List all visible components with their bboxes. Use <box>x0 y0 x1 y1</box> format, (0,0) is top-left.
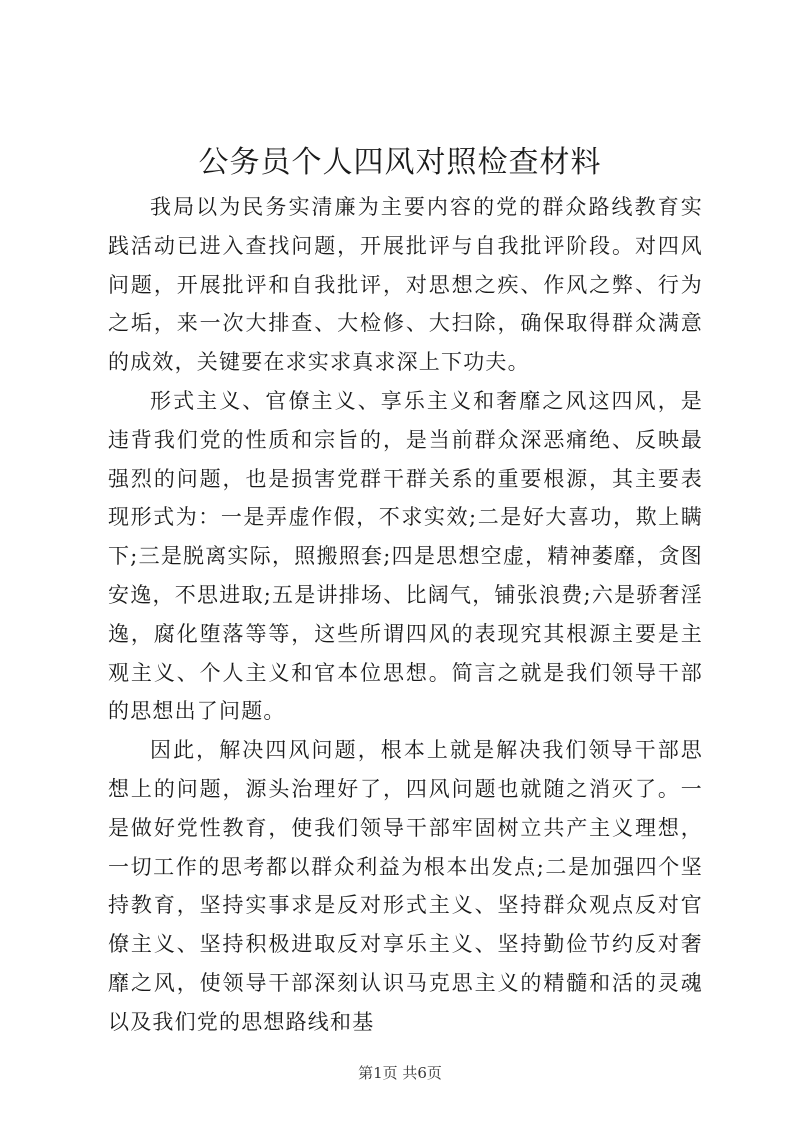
page-number-footer: 第1页 共6页 <box>358 1064 442 1082</box>
paragraph-1: 我局以为民务实清廉为主要内容的党的群众路线教育实践活动已进入查找问题，开展批评与自我批评阶段。对四风问题，开展批评和自我批评，对思想之疾、作风之弊、行为之垢，来一次大排查、大检修、大扫除，确保取得群众满意的成效，关键要在求实求真求深上下功夫。 <box>108 195 703 375</box>
paragraph-3: 因此，解决四风问题，根本上就是解决我们领导干部思想上的问题，源头治理好了，四风问题也就随之消灭了。一是做好党性教育，使我们领导干部牢固树立共产主义理想，一切工作的思考都以群众利益为根本出发点;二是加强四个坚持教育，坚持实事求是反对形式主义、坚持群众观点反对官僚主义、坚持积极进取反对享乐主义、坚持勤俭节约反对奢靡之风，使领导干部深刻认识马克思主义的精髓和活的灵魂以及我们党的思想路线和基 <box>108 738 703 1034</box>
paragraph-2: 形式主义、官僚主义、享乐主义和奢靡之风这四风，是违背我们党的性质和宗旨的，是当前群众深恶痛绝、反映最强烈的问题，也是损害党群干群关系的重要根源，其主要表现形式为：一是弄虚作假，不求实效;二是好大喜功，欺上瞒下;三是脱离实际，照搬照套;四是思想空虚，精神萎靡，贪图安逸，不思进取;五是讲排场、比阔气，铺张浪费;六是骄奢淫逸，腐化堕落等等，这些所谓四风的表现究其根源主要是主观主义、个人主义和官本位思想。简言之就是我们领导干部的思想出了问题。 <box>108 388 703 724</box>
document-title: 公务员个人四风对照检查材料 <box>198 145 602 180</box>
document-body <box>108 188 703 1042</box>
